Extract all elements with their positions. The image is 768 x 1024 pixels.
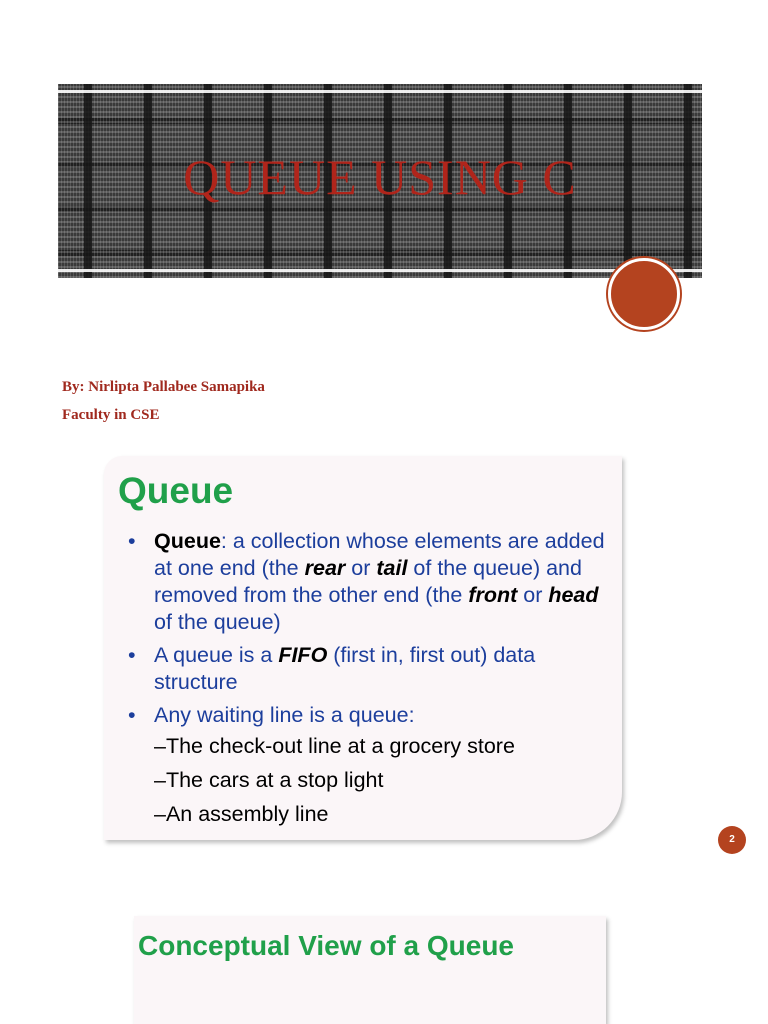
bullet-dot: • [128,529,136,553]
sub-item: –The check-out line at a grocery store [154,734,515,758]
text: A queue is a [154,643,279,667]
bullet-list [128,528,616,835]
banner-line-top [58,90,702,93]
sub-item: –An assembly line [154,802,329,826]
term-rear: rear [304,556,346,580]
author-name: By: Nirlipta Pallabee Samapika [62,379,265,395]
text: Any waiting line is a queue: [154,703,415,727]
bullet-waiting-line [128,702,616,828]
slide-title: Queue [118,470,234,511]
banner-line-bottom [58,269,702,272]
term-queue: Queue [154,529,221,553]
term-fifo: FIFO [278,643,328,667]
text: or [517,583,549,607]
bullet-definition [128,528,616,636]
text: of the queue) and removed from the other end (the [154,556,582,607]
sub-list [154,733,616,828]
term-front: front [468,583,518,607]
page-number-badge: 2 [718,826,746,854]
sub-item: –The cars at a stop light [154,768,384,792]
author-role: Faculty in CSE [62,407,160,423]
slide-title: Conceptual View of a Queue [138,930,515,961]
slide-conceptual-view [134,916,606,1024]
term-tail: tail [376,556,408,580]
author-block [62,373,265,429]
bullet-dot: • [128,703,136,727]
decorative-circle [608,258,680,330]
text: : a collection whose elements are added at one end (the [154,529,605,580]
title-banner [58,84,702,278]
slide-queue [104,456,622,840]
bullet-fifo [128,642,616,696]
text: (first in, first out) data structure [154,643,536,694]
term-head: head [548,583,599,607]
text: or [345,556,377,580]
document-title: QUEUE USING C [183,149,577,205]
bullet-dot: • [128,643,136,667]
text: of the queue) [154,610,281,634]
